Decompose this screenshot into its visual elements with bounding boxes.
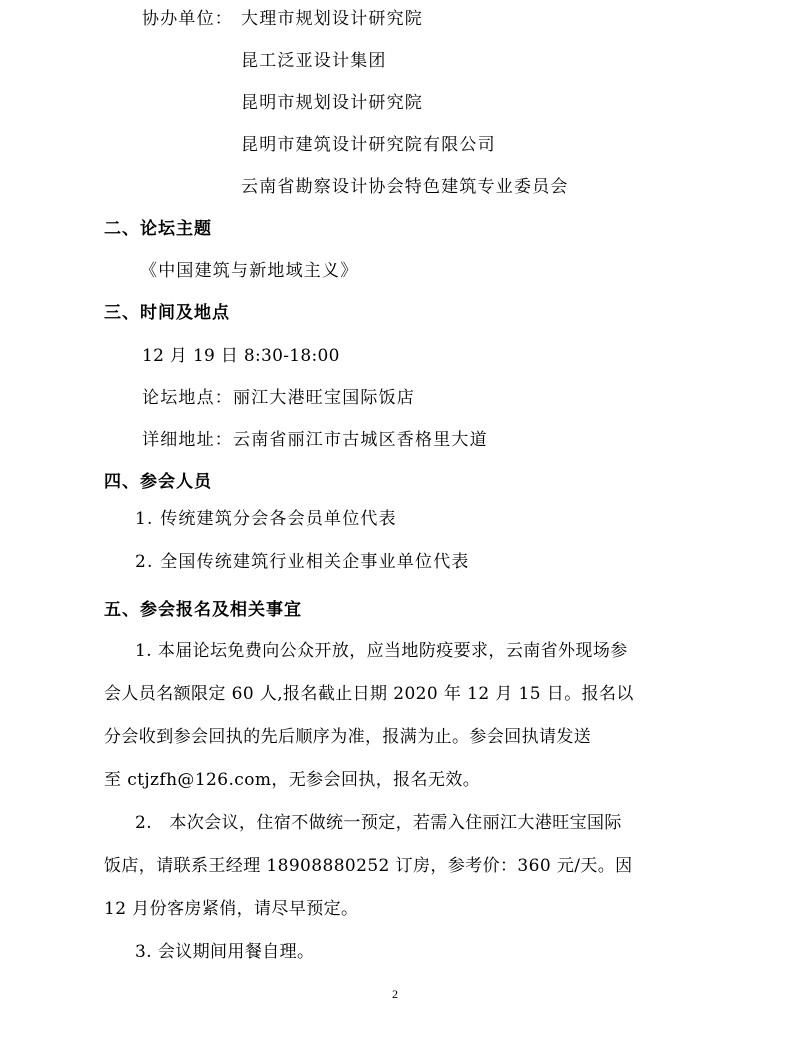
cosponsor-label: 协办单位： [142, 9, 233, 29]
cosponsor-unit: 大理市规划设计研究院 [241, 9, 423, 29]
forum-venue: 论坛地点：丽江大港旺宝国际饭店 [142, 388, 415, 408]
cosponsor-unit: 昆明市建筑设计研究院有限公司 [241, 135, 496, 155]
registration-item-1-line: 分会收到参会回执的先后顺序为准，报满为止。参会回执请发送 [104, 727, 592, 747]
registration-item-3: 3. 会议期间用餐自理。 [135, 942, 315, 962]
attendee-item: 1. 传统建筑分会各会员单位代表 [135, 509, 397, 529]
section-heading-theme: 二、论坛主题 [104, 219, 212, 239]
cosponsor-unit: 昆明市规划设计研究院 [241, 93, 423, 113]
cosponsor-unit: 昆工泛亚设计集团 [241, 51, 387, 71]
forum-datetime: 12 月 19 日 8:30-18:00 [142, 346, 340, 366]
registration-item-1-line: 1. 本届论坛免费向公众开放，应当地防疫要求，云南省外现场参 [135, 641, 628, 661]
forum-theme-title: 《中国建筑与新地域主义》 [140, 261, 359, 281]
section-heading-time-place: 三、时间及地点 [104, 303, 230, 323]
section-heading-attendees: 四、参会人员 [104, 472, 212, 492]
registration-item-1-line: 至 ctjzfh@126.com，无参会回执，报名无效。 [104, 770, 481, 790]
section-heading-registration: 五、参会报名及相关事宜 [104, 600, 302, 620]
cosponsor-unit: 云南省勘察设计协会特色建筑专业委员会 [241, 177, 569, 197]
forum-address: 详细地址：云南省丽江市古城区香格里大道 [142, 430, 488, 450]
page-number: 2 [392, 987, 398, 1001]
registration-item-2-line: 12 月份客房紧俏，请尽早预定。 [104, 899, 359, 919]
registration-item-2-line: 2. 本次会议，住宿不做统一预定，若需入住丽江大港旺宝国际 [135, 813, 622, 833]
attendee-item: 2. 全国传统建筑行业相关企事业单位代表 [135, 552, 470, 572]
registration-item-2-line: 饭店，请联系王经理 18908880252 订房，参考价：360 元/天。因 [104, 856, 633, 876]
registration-item-1-line: 会人员名额限定 60 人,报名截止日期 2020 年 12 月 15 日。报名以 [104, 684, 634, 704]
